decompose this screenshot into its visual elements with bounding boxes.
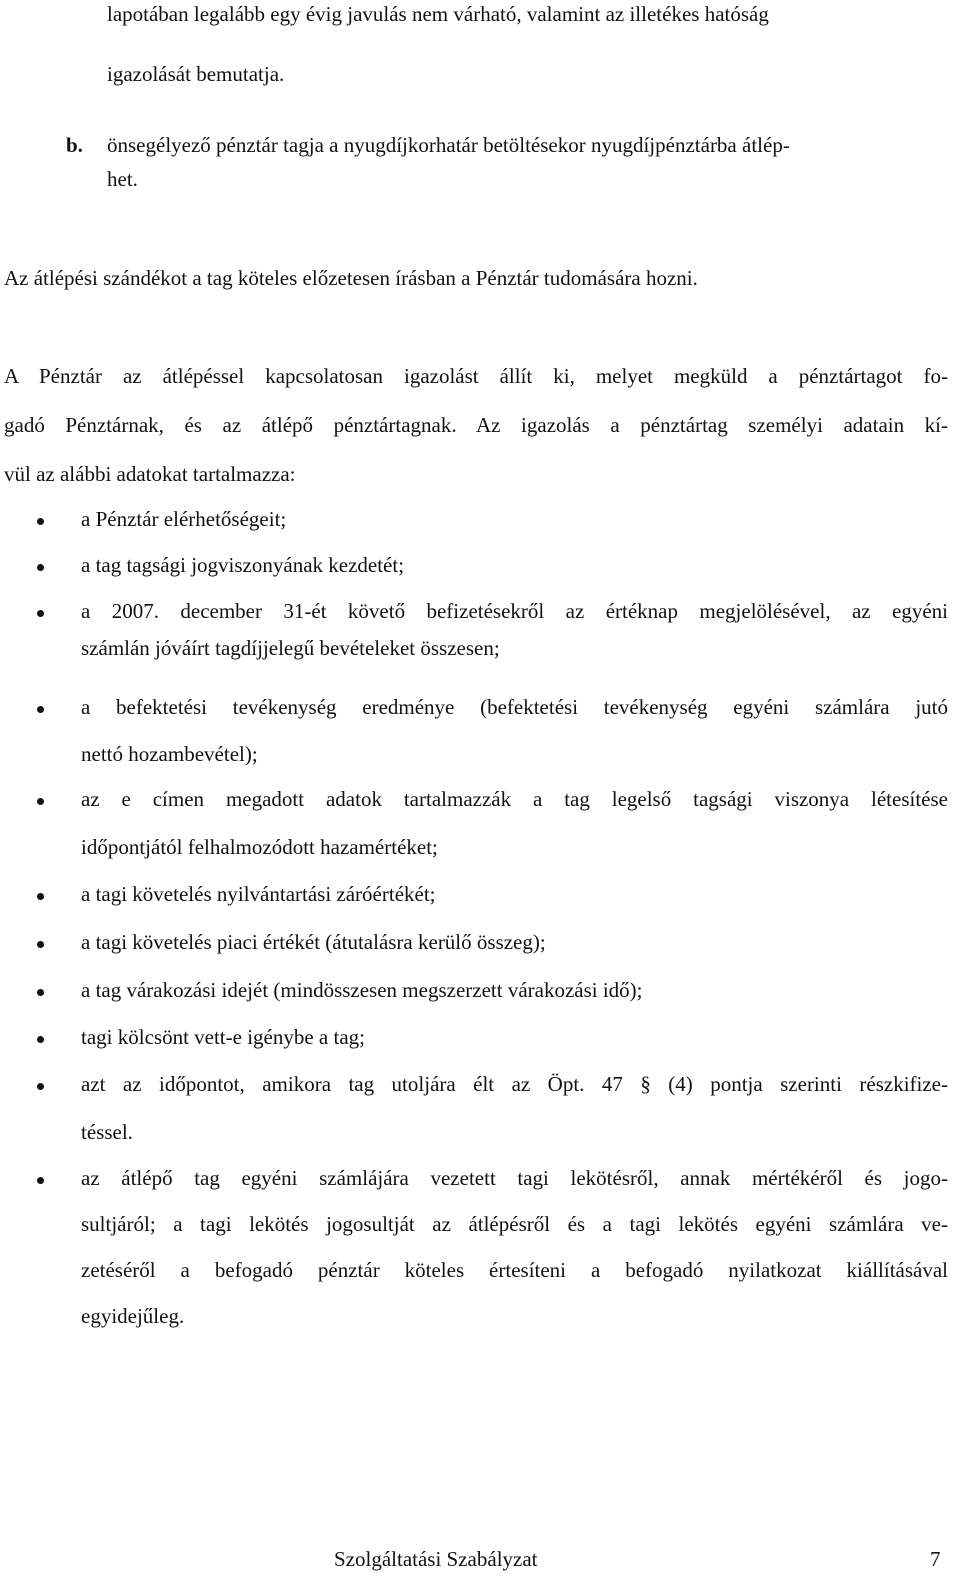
list-item: az átlépő tag egyéni számlájára vezetett tagi lekötésről, annak mértékéről és jogo- bbox=[81, 1166, 948, 1190]
text-line: igazolását bemutatja. bbox=[107, 62, 285, 86]
text-line: lapotában legalább egy évig javulás nem várható, valamint az illetékes hatóság bbox=[107, 2, 769, 26]
bullet-icon bbox=[37, 1083, 44, 1090]
bullet-icon bbox=[37, 1177, 44, 1184]
bullet-icon bbox=[37, 564, 44, 571]
list-item: a tagi követelés piaci értékét (átutalásra kerülő összeg); bbox=[81, 930, 546, 954]
list-item: a tag várakozási idejét (mindösszesen megszerzett várakozási idő); bbox=[81, 978, 643, 1002]
paragraph-line: gadó Pénztárnak, és az átlépő pénztártagnak. Az igazolás a pénztártag személyi adatain kí- bbox=[4, 413, 948, 437]
list-item: nettó hozambevétel); bbox=[81, 742, 258, 766]
bullet-icon bbox=[37, 706, 44, 713]
bullet-icon bbox=[37, 518, 44, 525]
list-item: a tag tagsági jogviszonyának kezdetét; bbox=[81, 553, 405, 577]
list-item: számlán jóváírt tagdíjjelegű bevételeket összesen; bbox=[81, 636, 500, 660]
bullet-icon bbox=[37, 989, 44, 996]
list-item: azt az időpontot, amikora tag utoljára élt az Öpt. 47 § (4) pontja szerinti részkifize- bbox=[81, 1072, 948, 1096]
paragraph-text: Az átlépési szándékot a tag köteles előzetesen írásban a Pénztár tudomására hozni. bbox=[4, 266, 698, 290]
list-item: téssel. bbox=[81, 1120, 133, 1144]
list-item: sultjáról; a tagi lekötés jogosultját az átlépésről és a tagi lekötés egyéni számlára ve- bbox=[81, 1212, 948, 1236]
list-item: az e címen megadott adatok tartalmazzák a tag legelső tagsági viszonya létesítése bbox=[81, 787, 948, 811]
bullet-icon bbox=[37, 941, 44, 948]
list-item: zetéséről a befogadó pénztár köteles értesíteni a befogadó nyilatkozat kiállításával bbox=[81, 1258, 948, 1282]
paragraph-line: vül az alábbi adatokat tartalmazza: bbox=[4, 462, 296, 486]
footer-title: Szolgáltatási Szabályzat bbox=[334, 1547, 538, 1571]
list-item: a tagi követelés nyilvántartási záróértékét; bbox=[81, 882, 436, 906]
list-item: a 2007. december 31-ét követő befizetésekről az értéknap megjelölésével, az egyéni bbox=[81, 599, 948, 623]
list-item: a Pénztár elérhetőségeit; bbox=[81, 507, 287, 531]
text-line: het. bbox=[107, 167, 138, 191]
bullet-icon bbox=[37, 1036, 44, 1043]
page-number: 7 bbox=[930, 1547, 941, 1571]
list-item: tagi kölcsönt vett-e igénybe a tag; bbox=[81, 1025, 365, 1049]
paragraph-line: A Pénztár az átlépéssel kapcsolatosan igazolást állít ki, melyet megküld a pénztártagot fo- bbox=[4, 364, 948, 388]
list-item: egyidejűleg. bbox=[81, 1304, 185, 1328]
bullet-icon bbox=[37, 610, 44, 617]
list-marker-b: b. bbox=[66, 133, 83, 157]
bullet-icon bbox=[37, 798, 44, 805]
list-item: a befektetési tevékenység eredménye (befektetési tevékenység egyéni számlára jutó bbox=[81, 695, 948, 719]
bullet-icon bbox=[37, 893, 44, 900]
text-line: önsegélyező pénztár tagja a nyugdíjkorhatár betöltésekor nyugdíjpénztárba átlép- bbox=[107, 133, 790, 157]
list-item: időpontjától felhalmozódott hazamértéket; bbox=[81, 835, 438, 859]
